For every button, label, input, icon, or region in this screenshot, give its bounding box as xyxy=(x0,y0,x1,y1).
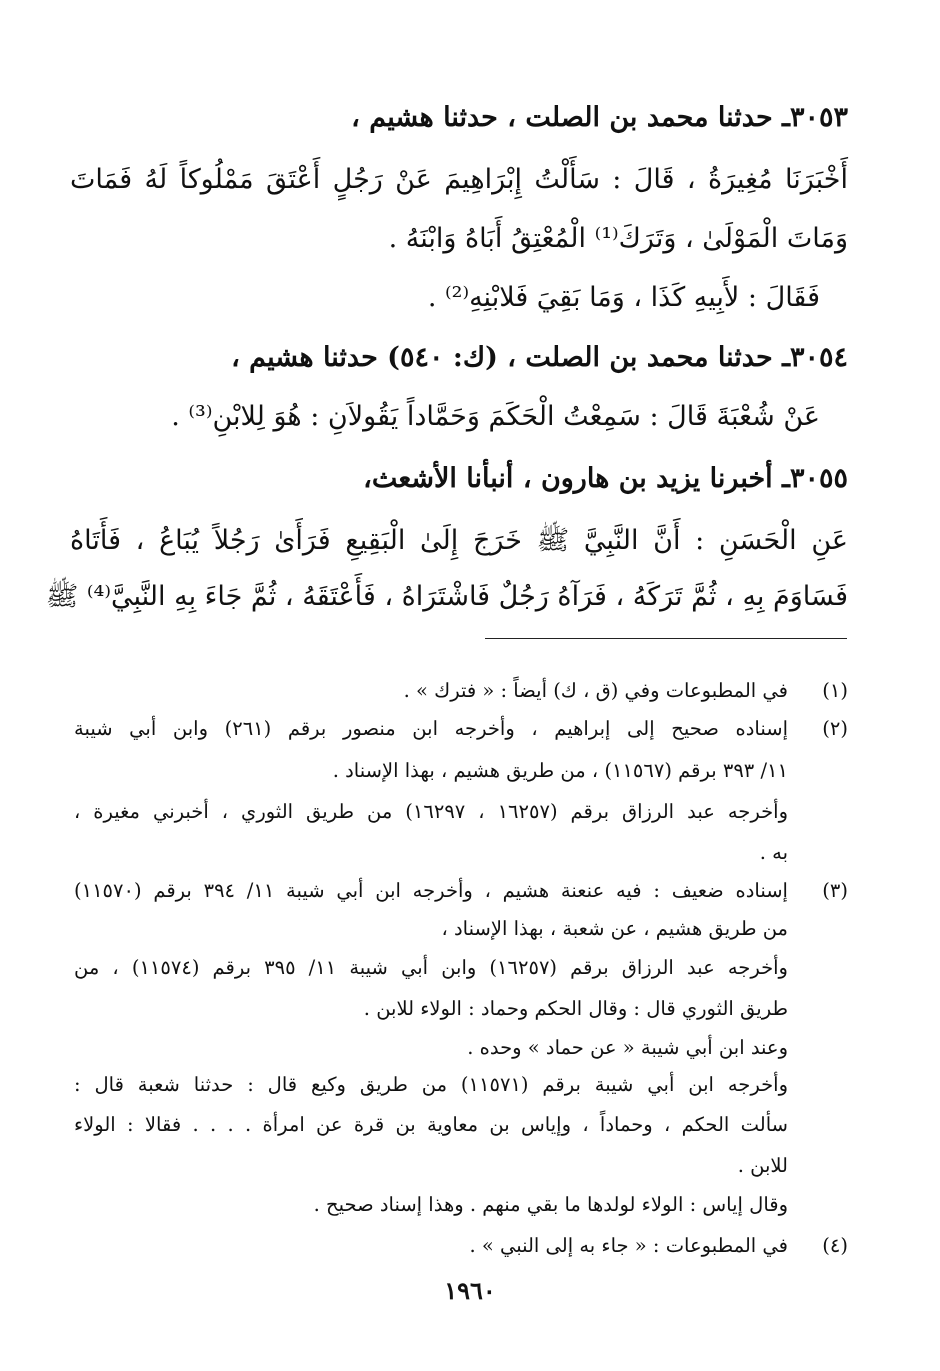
footnote-line: في المطبوعات : « جاء به إلى النبي » . xyxy=(469,1234,788,1257)
hadith-text-line: فَسَاوَمَ بِهِ ، ثُمَّ تَرَكَهُ ، فَرَآهُ رَجُلٌ فَاشْتَرَاهُ ، فَأَعْتَقَهُ ، ثُمَّ جَاءَ بِهِ النَّبِيَّ⁽⁴⁾ ﷺ xyxy=(45,581,848,612)
footnote-label: (٤) xyxy=(822,1234,848,1257)
footnote-line: ١١/ ٣٩٣ برقم (١١٥٦٧) ، من طريق هشيم ، بهذا الإسناد . xyxy=(332,759,788,782)
footnote-line: في المطبوعات وفي (ق ، ك) أيضاً : « فترك » . xyxy=(403,679,788,702)
hadith-heading xyxy=(70,98,848,138)
footnote-label: (٢) xyxy=(822,717,848,740)
hadith-text-line: عَنْ شُعْبَةَ قَالَ : سَمِعْتُ الْحَكَمَ وَحَمَّاداً يَقُولاَنِ : هُوَ لِلابْنِ⁽³⁾ . xyxy=(171,401,820,432)
hadith-number: ٣٠٥٣ xyxy=(789,102,848,133)
hadith-text-line: أَخْبَرَنَا مُغِيرَةُ ، قَالَ : سَأَلْتُ إِبْرَاهِيمَ عَنْ رَجُلٍ أَعْتَقَ مَمْلُوكاً لَهُ فَمَاتَ xyxy=(70,164,848,195)
footnote-line: من طريق هشيم ، عن شعبة ، بهذا الإسناد ، xyxy=(441,917,788,940)
footnote-label: (٣) xyxy=(822,879,848,902)
hadith-text-line: وَمَاتَ الْمَوْلَىٰ ، وَتَرَكَ⁽¹⁾ الْمُعْتِقُ أَبَاهُ وَابْنَهُ . xyxy=(388,223,848,254)
footnote-line: وقال إياس : الولاء لولدها ما بقي منهم . وهذا إسناد صحيح . xyxy=(313,1193,788,1216)
footnote-line: سألت الحكم ، وحماداً ، وإياس بن معاوية بن قرة عن امرأة . . . . فقالا : الولاء xyxy=(74,1113,788,1136)
footnote-line: إسناده ضعيف : فيه عنعنة هشيم ، وأخرجه ابن أبي شيبة ١١/ ٣٩٤ برقم (١١٥٧٠) xyxy=(74,879,788,902)
footnote-line: إسناده صحيح إلى إبراهيم ، وأخرجه ابن منصور برقم (٢٦١) وابن أبي شيبة xyxy=(74,717,788,740)
hadith-text-line: عَنِ الْحَسَنِ : أَنَّ النَّبِيَّ ﷺ خَرَجَ إِلَىٰ الْبَقِيعِ فَرَأَىٰ رَجُلاً يُبَاعُ ، فَأَتَاهُ xyxy=(70,525,848,556)
hadith-chain: ـ حدثنا محمد بن الصلت ، حدثنا هشيم ، xyxy=(351,102,790,133)
footnote-line: وأخرجه عبد الرزاق برقم (١٦٢٥٧) وابن أبي شيبة ١١/ ٣٩٥ برقم (١١٥٧٤) ، من xyxy=(74,956,788,979)
footnote-line: وأخرجه ابن أبي شيبة برقم (١١٥٧١) من طريق وكيع قال : حدثنا شعبة قال : xyxy=(74,1073,789,1096)
hadith-chain: ـ حدثنا محمد بن الصلت ، (ك: ٥٤٠) حدثنا هشيم ، xyxy=(231,342,790,373)
hadith-text-line: فَقَالَ : لأَبِيهِ كَذَا ، وَمَا بَقِيَ فَلابْنِهِ⁽²⁾ . xyxy=(427,282,820,313)
footnote-line: للابن . xyxy=(737,1154,788,1177)
footnote-label: (١) xyxy=(822,679,848,702)
hadith-heading xyxy=(70,459,848,499)
footnote-line: وعند ابن أبي شيبة « عن حماد » وحده . xyxy=(467,1036,788,1059)
footnote-line: وأخرجه عبد الرزاق برقم (١٦٢٥٧ ، ١٦٢٩٧) من طريق الثوري ، أخبرني مغيرة ، xyxy=(74,800,788,823)
hadith-number: ٣٠٥٥ xyxy=(789,463,848,494)
footnote-separator xyxy=(485,638,847,639)
hadith-heading xyxy=(70,338,848,378)
footnote-line: طريق الثوري قال : وقال الحكم وحماد : الولاء للابن . xyxy=(363,997,788,1020)
hadith-chain: ـ أخبرنا يزيد بن هارون ، أنبأنا الأشعث، xyxy=(363,463,790,494)
page-number: ١٩٦٠ xyxy=(444,1276,496,1305)
footnote-line: به . xyxy=(759,841,788,864)
hadith-number: ٣٠٥٤ xyxy=(789,342,848,373)
